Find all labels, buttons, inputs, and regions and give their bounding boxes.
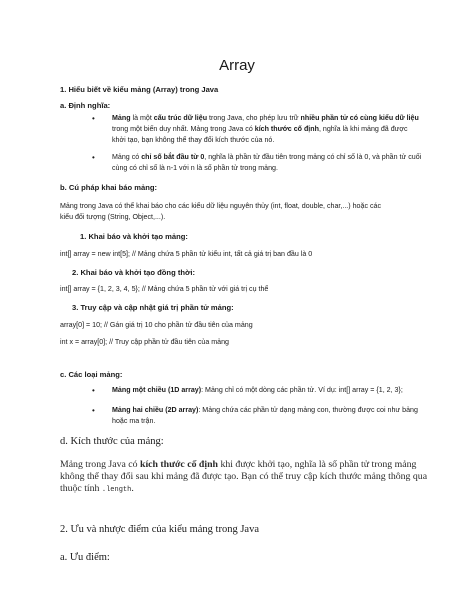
bullet: • (92, 386, 95, 395)
code-line-init: int[] array = {1, 2, 3, 4, 5}; // Mảng chứa 5 phần tử với giá trị cụ thể (60, 285, 269, 293)
subsection-c-heading: c. Các loại mảng: (60, 370, 123, 379)
section-2-heading: 2. Ưu và nhược điểm của kiểu mảng trong Java (60, 524, 260, 535)
definition-line-3: khởi tạo, bạn không thể thay đổi kích thước của nó. (112, 136, 275, 144)
definition-line-1: Mảng là một cấu trúc dữ liệu trong Java, cho phép lưu trữ nhiều phần tử có cùng kiểu dữ liệu (112, 114, 419, 122)
subsection-2a-heading: a. Ưu điểm: (60, 552, 110, 563)
section-1-heading: 1. Hiểu biết về kiểu mảng (Array) trong Java (60, 85, 219, 94)
code-line-access: int x = array[0]; // Truy cập phần tử đầu tiên của mảng (60, 338, 229, 346)
bullet: • (92, 406, 95, 415)
size-paragraph-line-2: không thể thay đổi sau khi mảng đã được tạo. Bạn có thể truy cập kích thước mảng thông qua (60, 471, 428, 482)
array-type-2d-line-1: Mảng hai chiều (2D array): Mảng chứa các phần tử dạng mảng con, thường được coi như bảng (112, 406, 418, 414)
code-line-declare: int[] array = new int[5]; // Mảng chứa 5 phần tử kiểu int, tất cả giá trị ban đầu là 0 (60, 250, 313, 258)
step-2-heading: 2. Khai báo và khởi tạo đồng thời: (72, 268, 196, 277)
code-line-assign: array[0] = 10; // Gán giá trị 10 cho phần tử đầu tiên của mảng (60, 321, 253, 329)
array-type-1d: Mảng một chiều (1D array): Mảng chỉ có một dòng các phần tử. Ví dụ: int[] array = {1, 2, 3}; (112, 386, 403, 394)
index-line-2: cùng có chỉ số là n-1 với n là số phần tử trong mảng. (112, 164, 278, 172)
page-title: Array (219, 57, 255, 74)
index-line-1: Mảng có chỉ số bắt đầu từ 0, nghĩa là phần tử đầu tiên trong mảng có chỉ số là 0, và phần tử cuối (112, 153, 422, 161)
subsection-b-heading: b. Cú pháp khai báo mảng: (60, 183, 158, 192)
array-type-2d-line-2: hoặc ma trận. (112, 417, 156, 425)
syntax-paragraph-line-1: Mảng trong Java có thể khai báo cho các kiểu dữ liệu nguyên thủy (int, float, double, char,...) hoặc các (60, 202, 382, 210)
size-paragraph-line-1: Mảng trong Java có kích thước cố định khi được khởi tạo, nghĩa là số phần tử trong mảng (60, 459, 417, 470)
step-1-heading: 1. Khai báo và khởi tạo mảng: (80, 232, 188, 241)
size-paragraph-line-3: thuộc tính .length. (60, 483, 134, 494)
bullet: • (92, 114, 95, 123)
syntax-paragraph-line-2: kiểu đối tượng (String, Object,...). (60, 213, 166, 221)
bullet: • (92, 153, 95, 162)
definition-line-2: trong một biến duy nhất. Mảng trong Java có kích thước cố định, nghĩa là khi mảng đã được (112, 125, 408, 133)
step-3-heading: 3. Truy cập và cập nhật giá trị phần tử mảng: (72, 303, 234, 312)
subsection-a-heading: a. Định nghĩa: (60, 101, 111, 110)
subsection-d-heading: d. Kích thước của mảng: (60, 436, 164, 447)
